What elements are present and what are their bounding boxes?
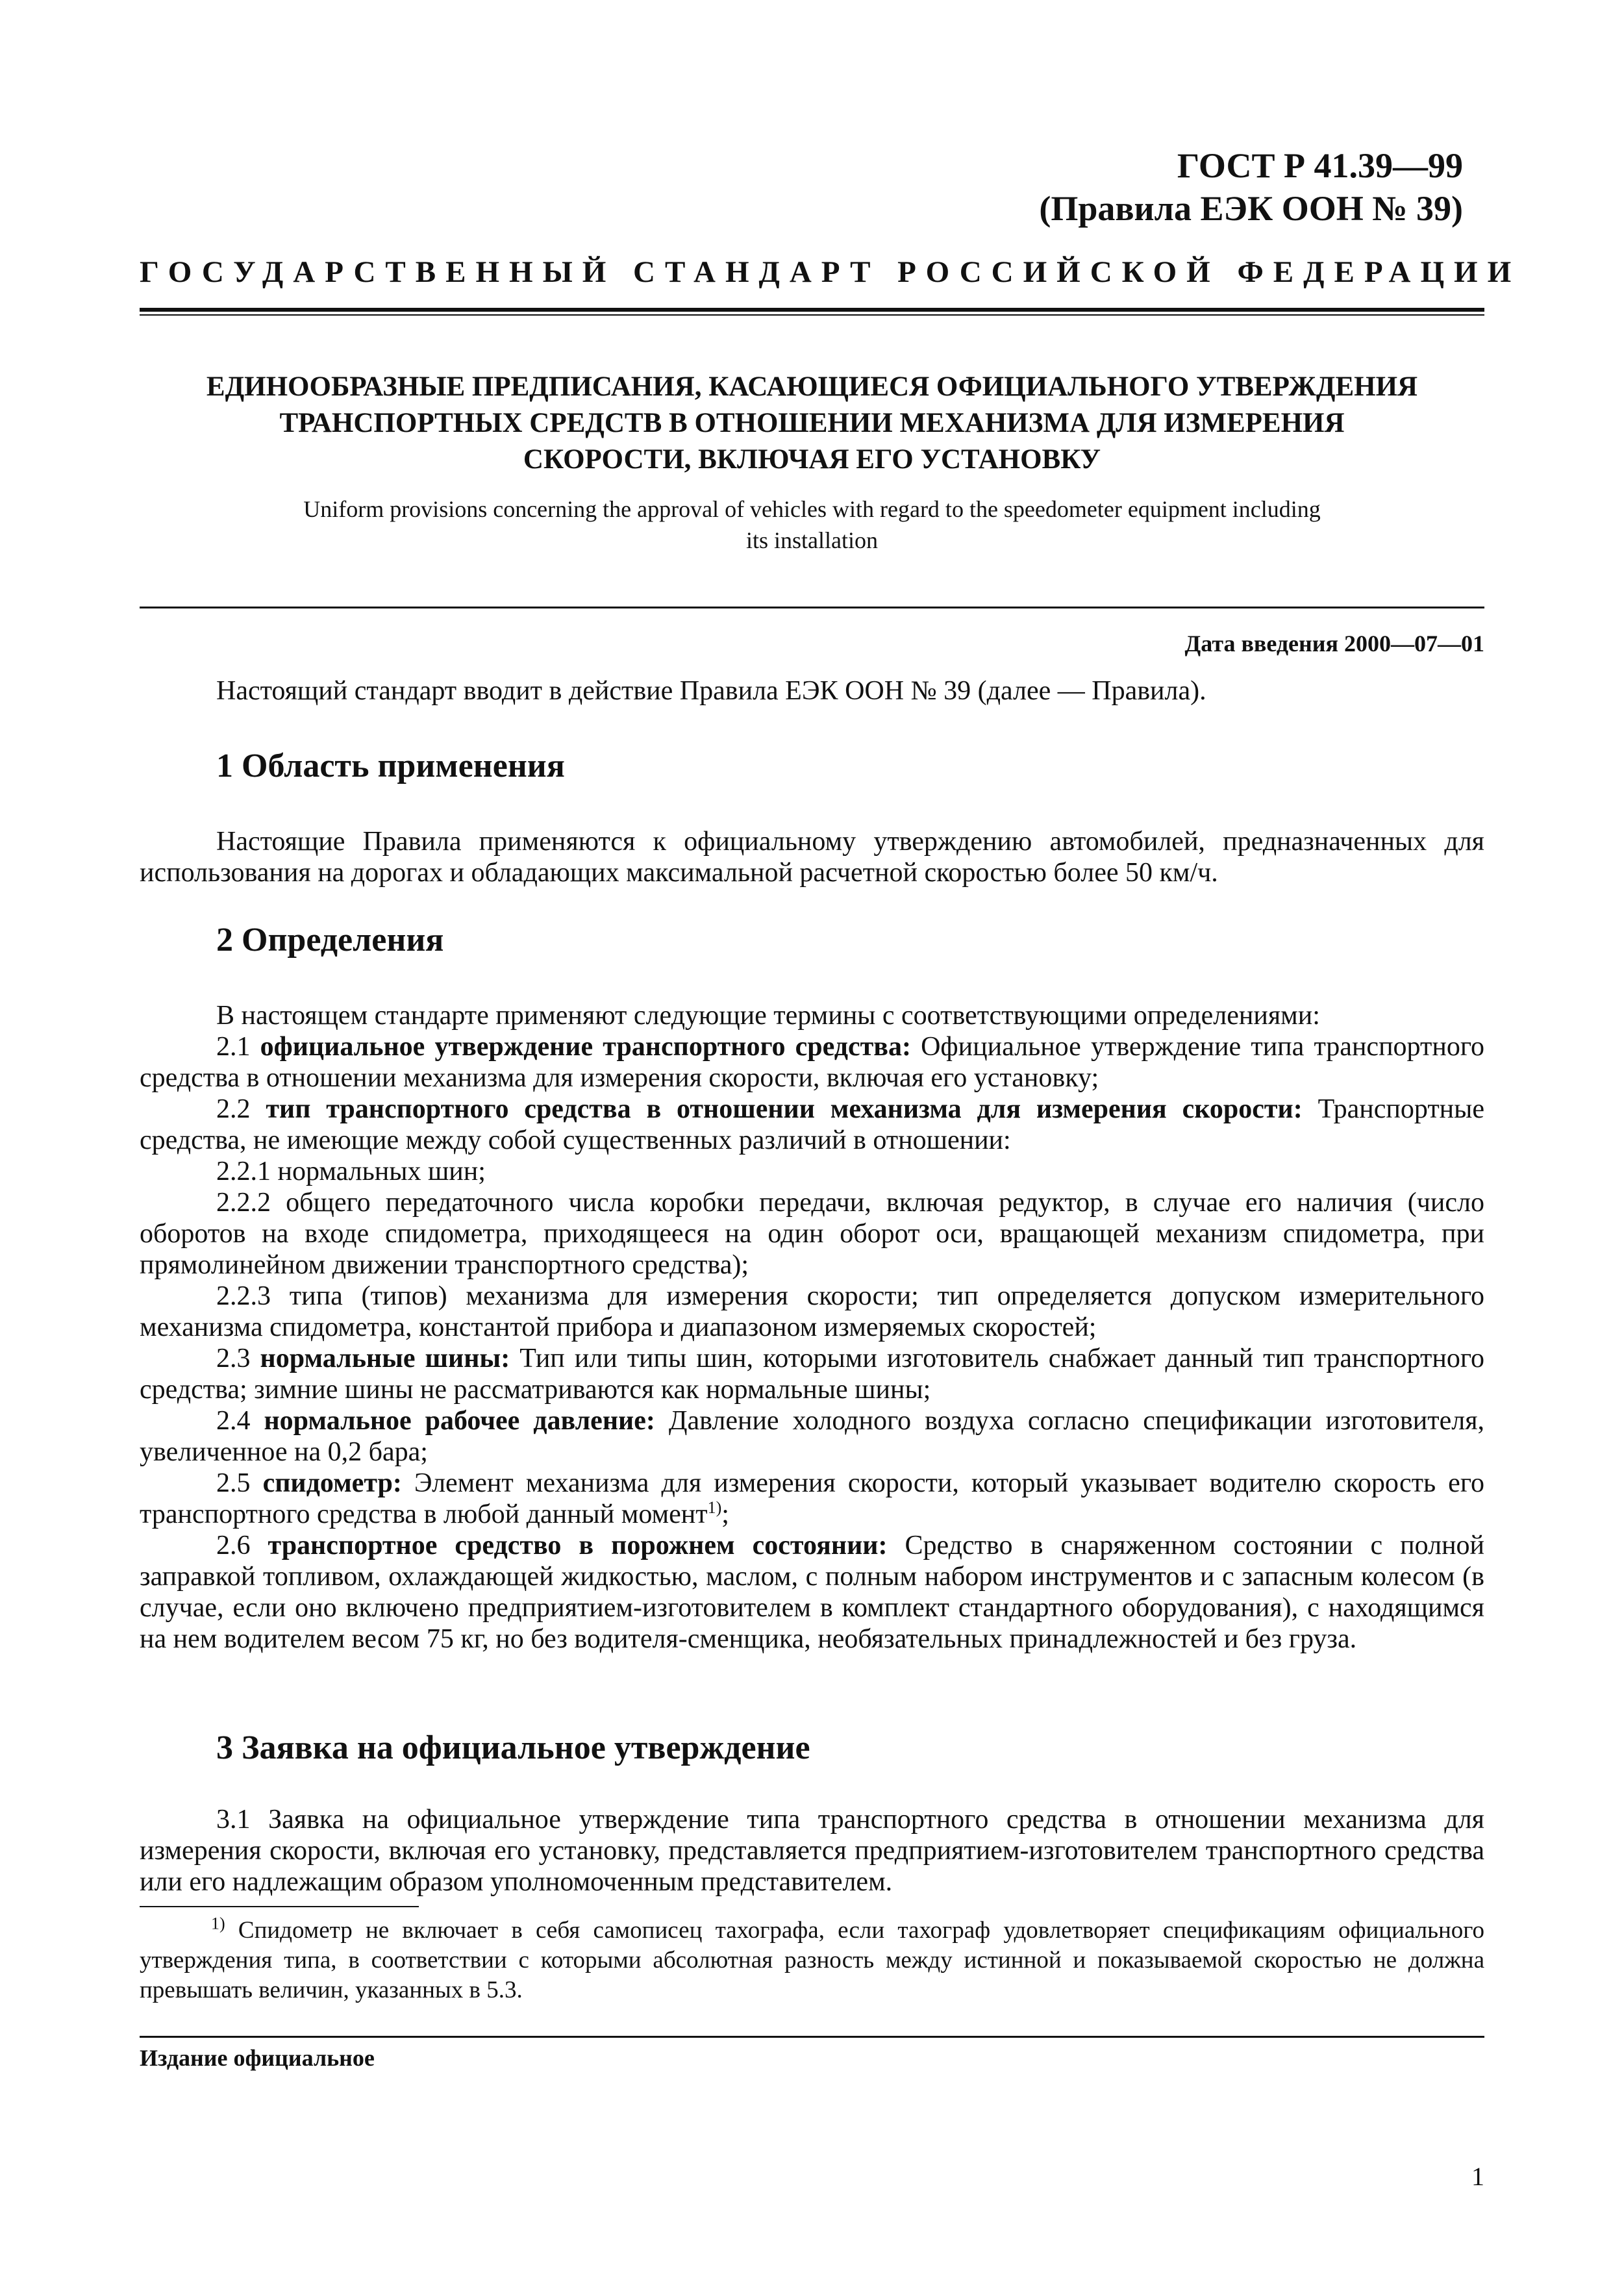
footnote (140, 1916, 1484, 2005)
clause-number: 2.6 (216, 1531, 251, 1560)
definition-text: Транспортные средства, не имеющие между собой существенных различий в отношении: (140, 1094, 1485, 1155)
definition-term: нормальное рабочее давление: (264, 1406, 655, 1436)
definition-2-2-1: 2.2.1 нормальных шин; (216, 1157, 486, 1186)
section-2-body (140, 1000, 1484, 1655)
definition-term: спидометр: (262, 1468, 402, 1498)
definition-term: нормальные шины: (260, 1344, 510, 1373)
footnote-text: Спидометр не включает в себя самописец тахографа, если тахограф удовлетворяет спецификациям официального утверждения типа, в соответствии с которыми абсолютная разность между истинной и показываемой скоростью не должна превышать величин, указанных в 5.3. (140, 1917, 1485, 2003)
title-line: СКОРОСТИ, ВКЛЮЧАЯ ЕГО УСТАНОВКУ (523, 444, 1101, 475)
section-3-heading: 3 Заявка на официальное утверждение (216, 1729, 810, 1766)
edition-label: Издание официальное (140, 2045, 375, 2071)
document-title-english (140, 494, 1484, 556)
clause-number: 2.1 (216, 1032, 251, 1062)
intro-date: Дата введения 2000—07—01 (1184, 631, 1484, 657)
definition-text: Средство в снаряженном состоянии с полной заправкой топливом, охлаждающей жидкостью, маслом, с полным набором инструментов и с запасным колесом (в случае, если оно включено предприятием-изготовителем в комплект стандартного оборудования), с находящимся на нем водителем весом 75 кг, но без водителя-сменщика, необязательных принадлежностей и без груза. (140, 1531, 1485, 1654)
clause-number: 2.2 (216, 1094, 251, 1124)
gost-number: ГОСТ Р 41.39—99 (1177, 146, 1463, 185)
footnote-paragraph (140, 1916, 1484, 2005)
definition-end: ; (721, 1499, 729, 1529)
definition-2-4 (140, 1405, 1484, 1468)
definition-text: Тип или типы шин, которыми изготовитель снабжает данный тип транспортного средства; зимние шины не рассматриваются как нормальные шины; (140, 1344, 1485, 1405)
header-rule-thin (140, 314, 1484, 316)
clause-number: 2.4 (216, 1406, 251, 1436)
document-title (140, 369, 1484, 478)
section-1-body (140, 826, 1484, 888)
state-standard-heading: ГОСУДАРСТВЕННЫЙ СТАНДАРТ РОССИЙСКОЙ ФЕДЕРАЦИИ (140, 255, 1521, 289)
section-2-heading: 2 Определения (216, 921, 444, 958)
clause-number: 2.3 (216, 1344, 251, 1373)
intro-paragraph-block (140, 675, 1484, 707)
intro-paragraph: Настоящий стандарт вводит в действие Правила ЕЭК ООН № 39 (далее — Правила). (216, 676, 1206, 706)
page-number: 1 (1471, 2162, 1484, 2191)
title-en-line: its installation (746, 527, 878, 553)
footnote-rule (140, 1906, 419, 1907)
section-3-body (140, 1804, 1484, 1898)
definition-2-5 (140, 1468, 1484, 1530)
rules-number: (Правила ЕЭК ООН № 39) (1039, 189, 1463, 228)
definition-2-6 (140, 1530, 1484, 1655)
definition-2-2 (140, 1094, 1484, 1156)
section-1-paragraph: Настоящие Правила применяются к официальному утверждению автомобилей, предназначенных для использования на дорогах и обладающих максимальной расчетной скоростью более 50 км/ч. (140, 827, 1484, 888)
definition-text: Элемент механизма для измерения скорости, который указывает водителю скорость его транспортного средства в любой данный момент (140, 1468, 1484, 1529)
document-number-block (1039, 144, 1463, 230)
title-line: ТРАНСПОРТНЫХ СРЕДСТВ В ОТНОШЕНИИ МЕХАНИЗМА ДЛЯ ИЗМЕРЕНИЯ (279, 408, 1345, 438)
definition-text: Официальное утверждение типа транспортного средства в отношении механизма для измерения скорости, включая его установку; (140, 1032, 1485, 1093)
footnote-mark: 1) (211, 1914, 225, 1933)
definition-2-1 (140, 1031, 1484, 1094)
definition-term: транспортное средство в порожнем состоянии: (268, 1531, 888, 1560)
definition-term: официальное утверждение транспортного средства: (260, 1032, 911, 1062)
definition-text: Давление холодного воздуха согласно спецификации изготовителя, увеличенное на 0,2 бара; (140, 1406, 1485, 1467)
definitions-intro: В настоящем стандарте применяют следующие термины с соответствующими определениями: (216, 1001, 1320, 1031)
header-rule-thick (140, 308, 1484, 312)
definition-2-2-2: 2.2.2 общего передаточного числа коробки передачи, включая редуктор, в случае его наличия (число оборотов на входе спидометра, приходящееся на один оборот оси, вращающей механизм спидометра, при прямолинейном движении транспортного средства); (140, 1188, 1484, 1280)
section-1-heading: 1 Область применения (216, 747, 565, 784)
footnote-reference: 1) (707, 1498, 722, 1517)
definition-term: тип транспортного средства в отношении механизма для измерения скорости: (266, 1094, 1303, 1124)
definition-2-2-3: 2.2.3 типа (типов) механизма для измерения скорости; тип определяется допуском измерительного механизма спидометра, константой прибора и диапазоном измеряемых скоростей; (140, 1281, 1484, 1342)
footer-rule (140, 2036, 1484, 2038)
clause-number: 2.5 (216, 1468, 251, 1498)
title-divider (140, 607, 1484, 608)
title-line: ЕДИНООБРАЗНЫЕ ПРЕДПИСАНИЯ, КАСАЮЩИЕСЯ ОФИЦИАЛЬНОГО УТВЕРЖДЕНИЯ (206, 371, 1418, 402)
title-en-line: Uniform provisions concerning the approval of vehicles with regard to the speedometer equipment including (303, 496, 1321, 522)
definition-2-3 (140, 1343, 1484, 1405)
section-3-paragraph: 3.1 Заявка на официальное утверждение типа транспортного средства в отношении механизма для измерения скорости, включая его установку, представляется предприятием-изготовителем транспортного средства или его надлежащим образом уполномоченным представителем. (140, 1805, 1484, 1897)
